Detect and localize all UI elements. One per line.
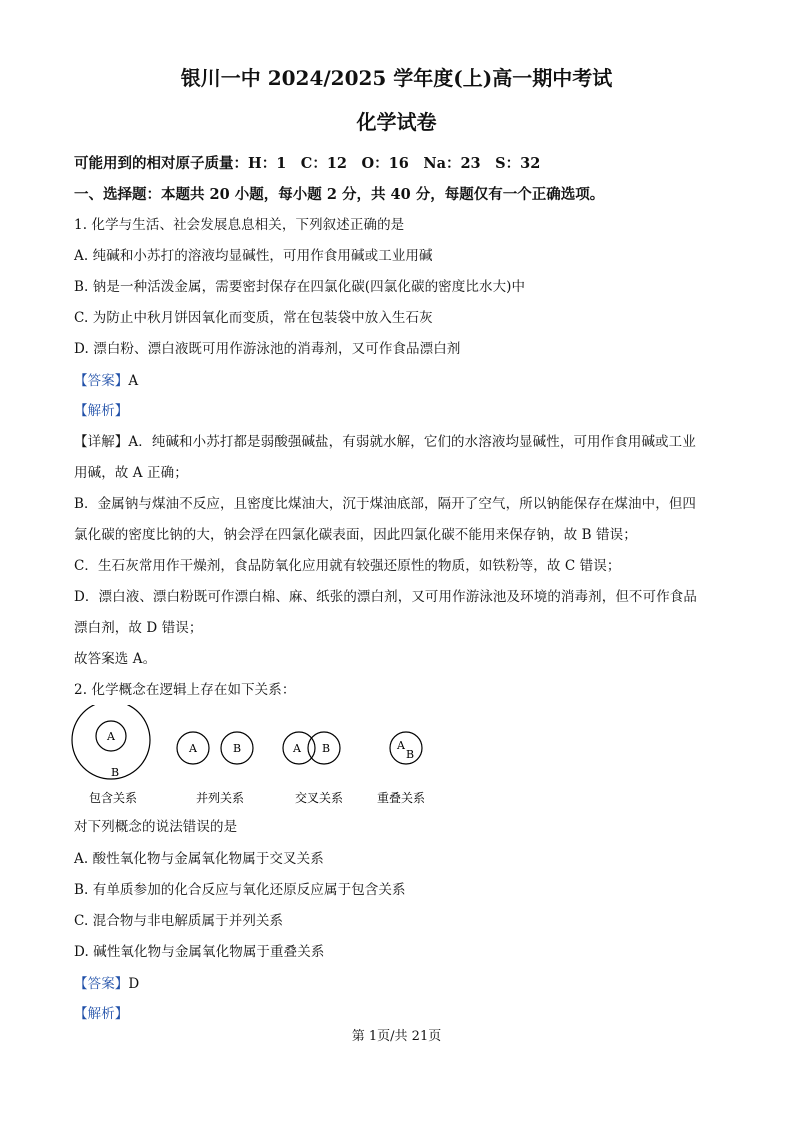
q1-detail-line: B．金属钠与煤油不反应，且密度比煤油大，沉于煤油底部，隔开了空气，所以钠能保存在煤油中，但四 <box>74 496 697 512</box>
q1-detail-line <box>74 430 696 450</box>
q1-detail-line: 用碱，故 A 正确； <box>74 465 188 481</box>
overlap-label-a: A <box>397 739 405 752</box>
detail-text: A．纯碱和小苏打都是弱酸强碱盐，有弱就水解，它们的水溶液均显碱性，可用作食用碱或工业 <box>128 434 696 450</box>
q2-prompt: 对下列概念的说法错误的是 <box>74 819 238 835</box>
parallel-label-a: A <box>189 742 197 755</box>
q1-detail-line: 漂白剂，故 D 错误； <box>74 620 203 636</box>
q1-detail-line: D．漂白液、漂白粉既可作漂白棉、麻、纸张的漂白剂，又可用作游泳池及环境的消毒剂，但不可作食品 <box>74 589 697 605</box>
q1-option-c: C. 为防止中秋月饼因氧化而变质，常在包装袋中放入生石灰 <box>74 310 433 326</box>
inclusion-label-b: B <box>110 766 120 779</box>
q1-detail-line: C．生石灰常用作干燥剂，食品防氧化应用就有较强还原性的物质，如铁粉等，故 C 错误； <box>74 558 621 574</box>
q1-analysis-tag: 【解析】 <box>74 403 129 419</box>
q2-option-a: A. 酸性氧化物与金属氧化物属于交叉关系 <box>74 851 324 867</box>
section-heading: 一、选择题：本题共 20 小题，每小题 2 分，共 40 分，每题仅有一个正确选项。 <box>74 186 605 203</box>
caption-overlap: 重叠关系 <box>376 791 426 805</box>
q1-answer <box>74 369 138 389</box>
intersection-label-a: A <box>293 742 301 755</box>
q2-option-d: D. 碱性氧化物与金属氧化物属于重叠关系 <box>74 944 325 960</box>
q1-conclusion: 故答案选 A。 <box>74 651 157 667</box>
parallel-label-b: B <box>232 742 242 755</box>
q2-stem: 2. 化学概念在逻辑上存在如下关系： <box>74 682 296 698</box>
q1-option-b: B. 钠是一种活泼金属，需要密封保存在四氯化碳(四氯化碳的密度比水大)中 <box>74 279 526 295</box>
detail-tag: 【详解】 <box>74 434 129 450</box>
intersection-label-b: B <box>321 742 331 755</box>
answer-tag: 【答案】 <box>74 373 129 389</box>
overlap-label-b: B <box>405 748 415 761</box>
atomic-masses: 可能用到的相对原子质量：H：1 C：12 O：16 Na：23 S：32 <box>74 155 541 172</box>
q2-option-c: C. 混合物与非电解质属于并列关系 <box>74 913 284 929</box>
inclusion-label-a: A <box>107 730 115 743</box>
caption-inclusion: 包含关系 <box>88 791 138 805</box>
q1-option-d: D. 漂白粉、漂白液既可用作游泳池的消毒剂，又可作食品漂白剂 <box>74 341 461 357</box>
q2-answer <box>74 972 139 992</box>
caption-parallel: 并列关系 <box>195 791 245 805</box>
answer-tag: 【答案】 <box>74 976 129 992</box>
q1-option-a: A. 纯碱和小苏打的溶液均显碱性，可用作食用碱或工业用碱 <box>74 248 433 264</box>
exam-title: 银川一中 2024/2025 学年度(上)高一期中考试 <box>180 66 613 90</box>
exam-subtitle: 化学试卷 <box>356 110 437 134</box>
relation-diagram <box>60 705 460 815</box>
q1-detail-line: 氯化碳的密度比钠的大，钠会浮在四氯化碳表面，因此四氯化碳不能用来保存钠，故 B 错误； <box>74 527 637 543</box>
page-footer: 第 1页/共 21页 <box>351 1029 442 1044</box>
q2-option-b: B. 有单质参加的化合反应与氧化还原反应属于包含关系 <box>74 882 406 898</box>
q1-stem: 1. 化学与生活、社会发展息息相关，下列叙述正确的是 <box>74 217 405 233</box>
q2-analysis-tag: 【解析】 <box>74 1006 129 1022</box>
answer-value: A <box>128 373 139 389</box>
caption-intersection: 交叉关系 <box>294 791 344 805</box>
answer-value: D <box>128 976 140 992</box>
